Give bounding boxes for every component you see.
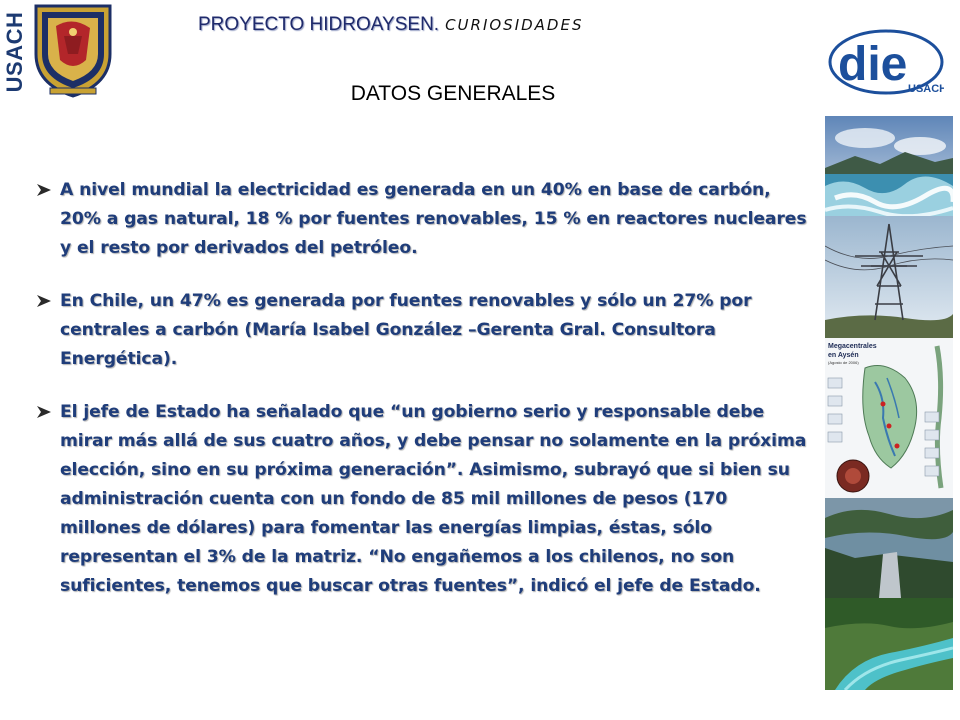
svg-text:en Aysén: en Aysén <box>828 352 859 359</box>
arrow-bullet-icon <box>36 294 52 308</box>
page-title <box>198 14 583 36</box>
bullet-item <box>36 398 812 601</box>
bullet-item <box>36 287 812 374</box>
die-usach-logo <box>828 28 944 100</box>
bullet-item <box>36 176 812 263</box>
photo-dam-lake <box>825 498 953 598</box>
title-main: PROYECTO HIDROAYSEN. <box>198 14 440 35</box>
bullet-text: El jefe de Estado ha señalado que “un gobierno serio y responsable debe mirar más allá de sus cuatro años, y debe pensar no solamente en la próxima elección, sino en su próxima generación”. Asimismo, subrayó que si bien su administración cuenta con un fondo de 85 mil millones de pesos (170 millones de dólares) para fomentar las energías limpias, éstas, sólo representan el 3% de la matriz. “No engañemos a los chilenos, no son suficientes, tenemos que buscar otras fuentes”, indicó el jefe de Estado. <box>60 402 807 596</box>
map-title: Megacentrales <box>828 343 877 350</box>
die-logo-sub: USACH <box>908 83 944 95</box>
subtitle-text: DATOS GENERALES <box>350 82 556 105</box>
bullet-text: A nivel mundial la electricidad es generada en un 40% en base de carbón, 20% a gas natural, 18 % por fuentes renovables, 15 % en reactores nucleares y el resto por derivados del petróleo. <box>60 180 807 258</box>
photo-river-rapids <box>825 116 953 216</box>
bullet-text: En Chile, un 47% es generada por fuentes renovables y sólo un 27% por centrales a carbón (María Isabel González –Gerenta Gral. Consultora Energética). <box>60 291 752 369</box>
photo-power-tower <box>825 216 953 338</box>
arrow-bullet-icon <box>36 183 52 197</box>
arrow-bullet-icon <box>36 405 52 419</box>
section-subtitle <box>0 82 906 106</box>
map-date: (Agosto de 2006) <box>828 360 859 365</box>
photo-turquoise-river <box>825 598 953 690</box>
bullet-list <box>36 176 812 625</box>
title-suffix: CURIOSIDADES <box>445 16 584 34</box>
die-logo-text: die <box>838 38 908 91</box>
usach-text: USACH <box>2 11 27 93</box>
map-megacentrales-aysen <box>825 338 953 498</box>
